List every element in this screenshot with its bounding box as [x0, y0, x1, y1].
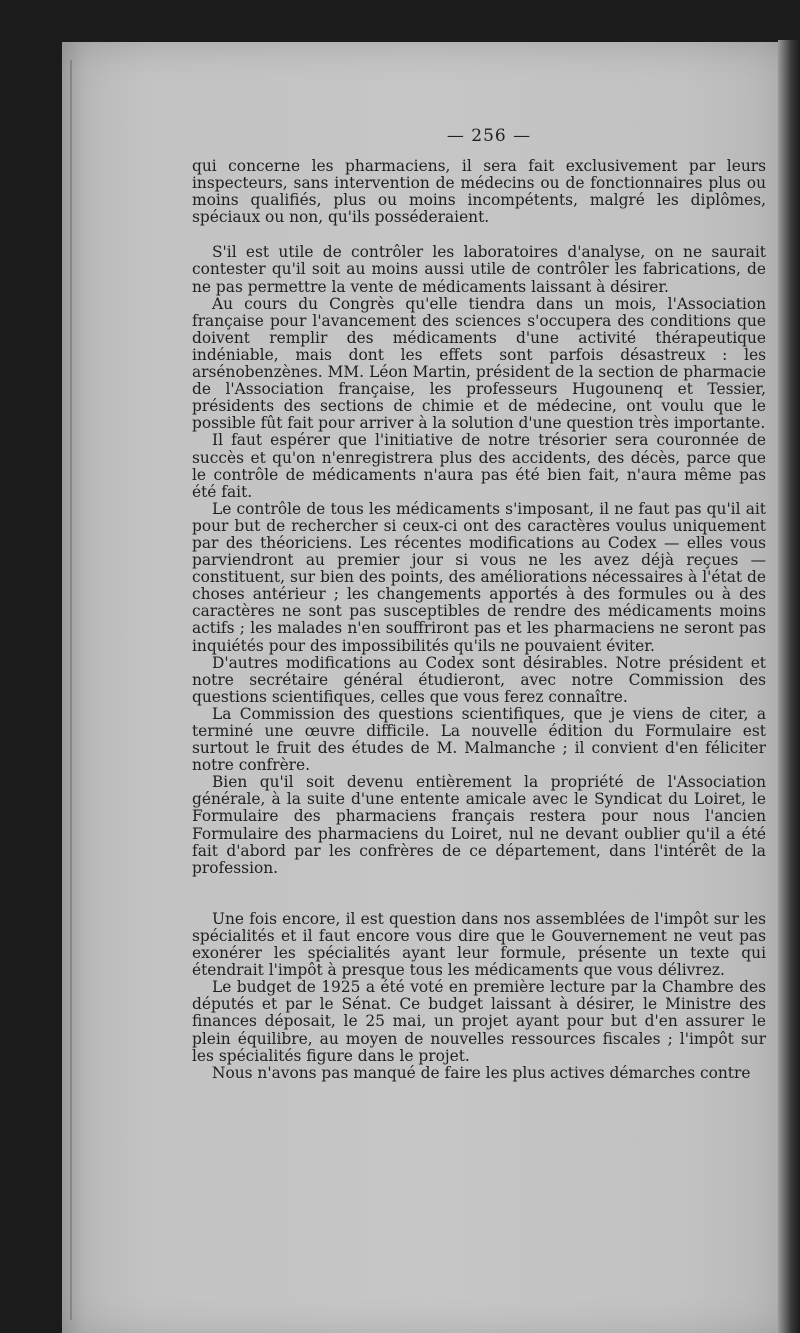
binding-gutter	[70, 60, 72, 1320]
paragraph-congres: Au cours du Congrès qu'elle tiendra dans un mois, l'Association française pour l'avancement des sciences s'occupera des conditions que doivent remplir des médicaments d'une activité thérapeutique indéniable, mais dont les effets sont parfois désastreux : les arsénobenzènes. MM. Léon Martin, président de la section de pharmacie de l'Association française, les professeurs Hugounenq et Tessier, présidents des sections de chimie et de médecine, ont voulu que le possible fût fait pour arriver à la solution d'une question très importante.	[192, 294, 766, 433]
paragraph-formulaire: Bien qu'il soit devenu entièrement la propriété de l'Association générale, à la suite d'une entente amicale avec le Syndicat du Loiret, le Formulaire des pharmaciens français restera pour nous l'ancien Formulaire des pharmaciens du Loiret, nul ne devant oublier qu'il a été fait d'abord par les confrères de ce département, dans l'intérêt de la profession.	[192, 773, 766, 877]
paragraph-commission: La Commission des questions scientifiques, que je viens de citer, a terminé une œuvre difficile. La nouvelle édition du Formulaire est surtout le fruit des études de M. Malmanche ; il convient d'en féliciter notre confrère.	[192, 704, 766, 775]
paragraph-controle-codex: Le contrôle de tous les médicaments s'imposant, il ne faut pas qu'il ait pour but de rechercher si ceux-ci ont des caractères voulus uniquement par des théoriciens. Les récentes modifications au Codex — elles vous parviendront au premier jour si vous ne les avez déjà reçues — constituent, sur bien des points, des améliorations nécessaires à l'état de choses antérieur ; les changements apportés à des formules ou à des caractères ne sont pas susceptibles de rendre des médicaments moins actifs ; les malades n'en souffriront pas et les pharmaciens ne seront pas inquiétés pour des impossibilités qu'ils ne pouvaient éviter.	[192, 499, 766, 655]
paragraph-budget-1925: Le budget de 1925 a été voté en première lecture par la Chambre des députés et par le Sénat. Ce budget laissant à désirer, le Ministre des finances déposait, le 25 mai, un projet ayant pour but d'en assurer le plein équilibre, au moyen de nouvelles ressources fiscales ; l'impôt sur les spécialités figure dans le projet.	[192, 978, 766, 1065]
section-gap	[192, 226, 766, 244]
paragraph-laboratoires: S'il est utile de contrôler les laboratoires d'analyse, on ne saurait contester qu'il soit au moins aussi utile de contrôler les fabrications, de ne pas permettre la vente de médicaments laissant à désirer.	[192, 243, 766, 296]
paragraph-tresorier: Il faut espérer que l'initiative de notre trésorier sera couronnée de succès et qu'on n'enregistrera plus des accidents, des décès, parce que le contrôle de médicaments n'aura pas été bien fait, n'aura même pas été fait.	[192, 431, 766, 501]
page-edge-shadow	[778, 40, 800, 1333]
section-gap	[192, 877, 766, 911]
paragraph-inspecteurs: qui concerne les pharmaciens, il sera fait exclusivement par leurs inspecteurs, sans intervention de médecins ou de fonctionnaires plus ou moins qualifiés, plus ou moins incompétents, malgré les diplômes, spéciaux ou non, qu'ils posséderaient.	[192, 157, 766, 227]
paragraph-modifications-codex: D'autres modifications au Codex sont désirables. Notre président et notre secrétaire général étudieront, avec notre Commission des questions scientifiques, celles que vous ferez connaître.	[192, 653, 766, 706]
paragraph-impot-specialites: Une fois encore, il est question dans nos assemblées de l'impôt sur les spécialités et il faut encore vous dire que le Gouvernement ne veut pas exonérer les spécialités ayant leur formule, présente un texte qui étendrait l'impôt à presque tous les médicaments que vous délivrez.	[192, 909, 766, 980]
paragraph-demarches: Nous n'avons pas manqué de faire les plus actives démarches contre	[212, 1063, 751, 1082]
page-text-block	[192, 126, 766, 1082]
page-number: — 256 —	[446, 126, 532, 146]
